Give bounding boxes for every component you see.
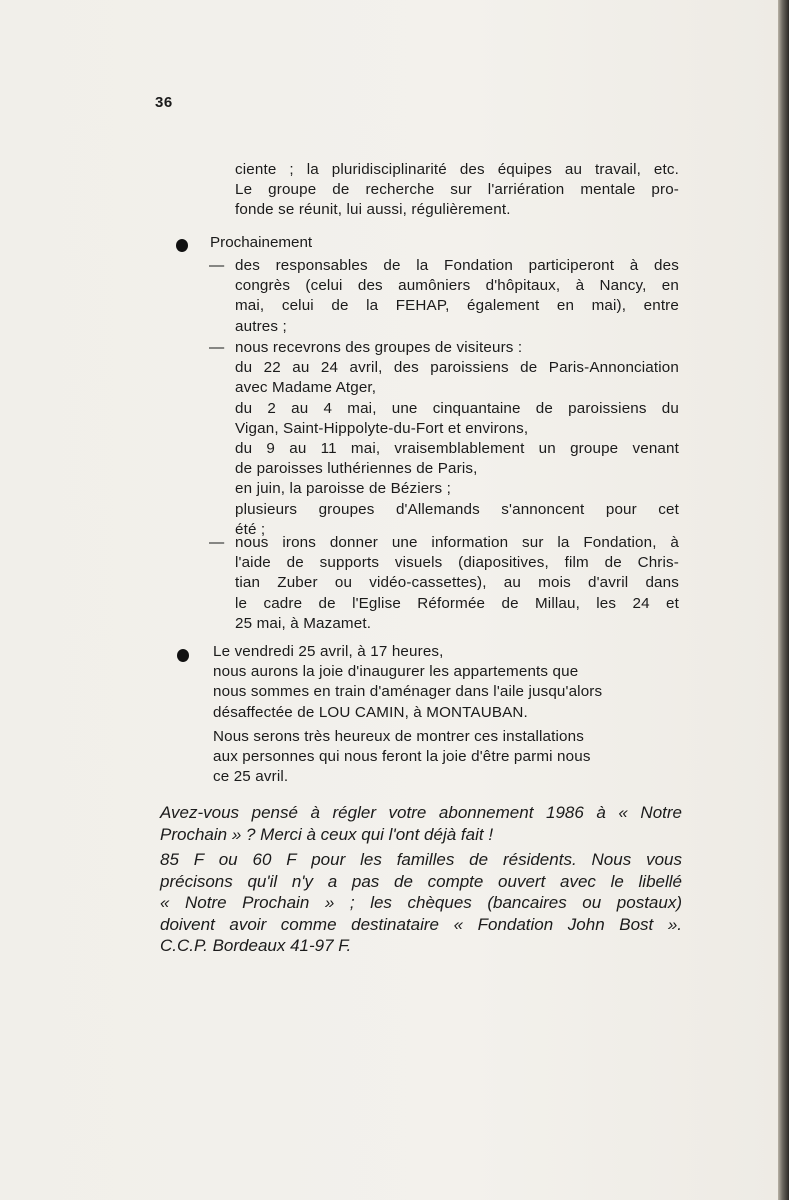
notice-line: Avez-vous pensé à régler votre abonnement 1986 à « Notre: [160, 803, 682, 822]
event-line: aux personnes qui nous feront la joie d'être parmi nous: [213, 748, 591, 766]
list-item-visitors: [235, 338, 679, 540]
payment-notice: [160, 849, 682, 957]
list-line: nous recevrons des groupes de visiteurs :: [235, 339, 523, 356]
event-line: Le vendredi 25 avril, à 17 heures,: [213, 643, 444, 660]
list-line: du 22 au 24 avril, des paroissiens de Paris-Annonciation: [235, 359, 679, 377]
section-heading: Prochainement: [210, 234, 313, 251]
list-line: congrès (celui des aumôniers d'hôpitaux, à Nancy, en: [235, 277, 679, 295]
list-line: avec Madame Atger,: [235, 379, 377, 397]
event-line: désaffectée de LOU CAMIN, à MONTAUBAN.: [213, 703, 528, 721]
event-paragraph: [213, 642, 680, 723]
intro-line: Le groupe de recherche sur l'arriération mentale pro-: [235, 181, 679, 199]
event-line: Nous serons très heureux de montrer ces installations: [213, 727, 584, 745]
event-line: nous aurons la joie d'inaugurer les appartements que: [213, 663, 579, 681]
list-item-information: [235, 533, 679, 634]
list-line: 25 mai, à Mazamet.: [235, 614, 372, 632]
list-line: été ;: [235, 520, 266, 538]
bullet-icon: [176, 239, 188, 252]
list-line: Vigan, Saint-Hippolyte-du-Fort et environs,: [235, 419, 529, 437]
dash-marker: —: [209, 257, 225, 274]
page-edge: [778, 0, 789, 1200]
list-line: du 9 au 11 mai, vraisemblablement un groupe venant: [235, 440, 679, 458]
intro-line: ciente ; la pluridisciplinarité des équipes au travail, etc.: [235, 161, 679, 178]
intro-line: fonde se réunit, lui aussi, régulièrement.: [235, 201, 511, 219]
list-line: l'aide de supports visuels (diapositives, film de Chris-: [235, 554, 679, 572]
notice-line: « Notre Prochain » ; les chèques (bancaires ou postaux): [160, 893, 682, 912]
list-line: le cadre de l'Eglise Réformée de Millau, les 24 et: [235, 594, 679, 612]
list-line: plusieurs groupes d'Allemands s'annoncent pour cet: [235, 500, 679, 518]
event-announcement: [213, 642, 680, 791]
list-line: nous irons donner une information sur la Fondation, à: [235, 534, 679, 551]
list-line: du 2 au 4 mai, une cinquantaine de paroissiens du: [235, 399, 679, 417]
notice-line: 85 F ou 60 F pour les familles de résidents. Nous vous: [160, 850, 682, 869]
page-number: 36: [155, 94, 173, 111]
list-line: mai, celui de la FEHAP, également en mai), entre: [235, 297, 679, 315]
list-line: tian Zuber ou vidéo-cassettes), au mois d'avril dans: [235, 574, 679, 592]
intro-paragraph: [235, 160, 679, 221]
list-item-conferences: [235, 256, 679, 337]
dash-marker: —: [209, 534, 225, 551]
list-line: autres ;: [235, 317, 287, 335]
event-paragraph: [213, 727, 680, 788]
list-line: en juin, la paroisse de Béziers ;: [235, 480, 452, 498]
subscription-notice: [160, 802, 682, 845]
notice-line: Prochain » ? Merci à ceux qui l'ont déjà fait !: [160, 824, 494, 844]
notice-line: C.C.P. Bordeaux 41-97 F.: [160, 936, 352, 955]
notice-line: doivent avoir comme destinataire « Fondation John Bost ».: [160, 914, 682, 934]
event-line: ce 25 avril.: [213, 768, 289, 786]
list-line: des responsables de la Fondation participeront à des: [235, 257, 679, 274]
bullet-icon: [177, 649, 189, 662]
list-line: de paroisses luthériennes de Paris,: [235, 460, 478, 478]
notice-line: précisons qu'il n'y a pas de compte ouvert avec le libellé: [160, 871, 682, 891]
event-line: nous sommes en train d'aménager dans l'aile jusqu'alors: [213, 683, 603, 701]
dash-marker: —: [209, 339, 225, 356]
